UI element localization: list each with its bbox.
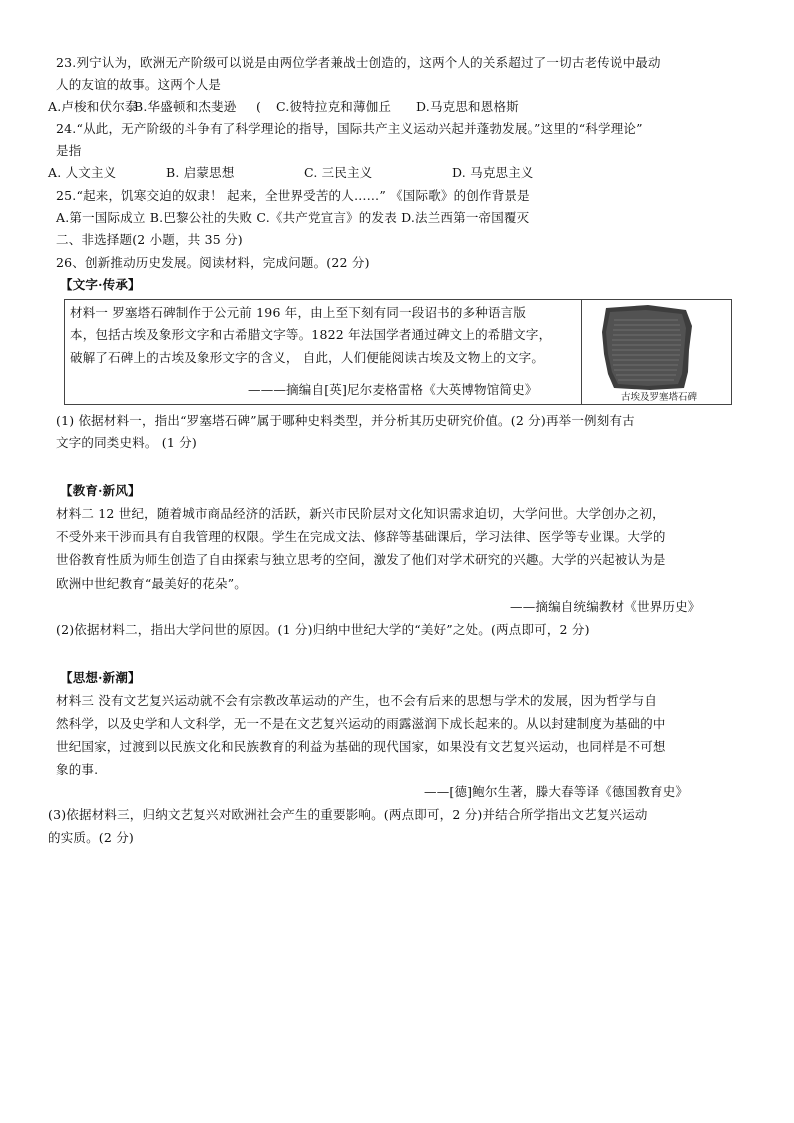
material2-line2: 不受外来干涉而具有自我管理的权限。学生在完成文法、修辞等基础课后，学习法律、医学等专业课。大学的 [56, 529, 666, 544]
q24-stem-line2: 是指 [56, 143, 82, 158]
q23-paren: ( [256, 99, 262, 114]
part2-heading: 二、非选择题(2 小题，共 35 分) [56, 232, 243, 247]
material2-source: ——摘编自统编教材《世界历史》 [510, 599, 701, 614]
material1-source: ———摘编自[英]尼尔麦格雷格《大英博物馆简史》 [248, 382, 538, 397]
material2-line4: 欧洲中世纪教育“最美好的花朵”。 [56, 576, 247, 591]
section2-title: 【教育·新风】 [60, 483, 141, 498]
material3-line1: 材料三 没有文艺复兴运动就不会有宗教改革运动的产生，也不会有后来的思想与学术的发展，因为哲学与自 [56, 693, 658, 708]
q24-choice-a: A. 人文主义 [48, 165, 117, 180]
material2-line3: 世俗教育性质为师生创造了自由探索与独立思考的空间，激发了他们对学术研究的兴趣。大学的兴起被认为是 [56, 552, 666, 567]
material1-line3: 破解了石碑上的古埃及象形文字的含义， 自此，人们便能阅读古埃及文物上的文字。 [70, 350, 545, 365]
rosetta-stone-caption: 古埃及罗塞塔石碑 [620, 392, 697, 403]
q23-stem-line1: 23.列宁认为，欧洲无产阶级可以说是由两位学者兼战士创造的，这两个人的关系超过了一切古老传说中最动 [56, 55, 661, 70]
question3-line2: 的实质。(2 分) [48, 830, 134, 845]
q24-choice-b: B. 启蒙思想 [166, 165, 235, 180]
q23-choice-a: A.卢梭和伏尔泰 [48, 99, 138, 114]
q23-choice-d: D.马克思和恩格斯 [416, 99, 519, 114]
material3-line3: 世纪国家，过渡到以民族文化和民族教育的利益为基础的现代国家，如果没有文艺复兴运动，也同样是不可想 [56, 739, 666, 754]
q24-stem-line1: 24.“从此，无产阶级的斗争有了科学理论的指导，国际共产主义运动兴起并蓬勃发展。”这里的“科学理论” [56, 121, 643, 136]
rosetta-stone-image [588, 302, 728, 402]
q23-choice-b: B.华盛顿和杰斐逊 [134, 99, 237, 114]
material3-line2: 然科学，以及史学和人文科学，无一不是在文艺复兴运动的雨露滋润下成长起来的。从以封建制度为基础的中 [56, 716, 666, 731]
q24-choices [48, 164, 534, 183]
material3-source: ——[德]鲍尔生著，滕大春等译《德国教育史》 [424, 784, 689, 799]
material1-divider [581, 299, 582, 405]
question1-line2: 文字的同类史料。 (1 分) [56, 435, 197, 450]
q25-stem-line1: 25.“起来，饥寒交迫的奴隶！ 起来，全世界受苦的人……” 《国际歌》的创作背景是 [56, 188, 530, 203]
question3-line1: (3)依据材料三，归纳文艺复兴对欧洲社会产生的重要影响。(两点即可，2 分)并结合所学指出文艺复兴运动 [48, 807, 648, 822]
section3-title: 【思想·新潮】 [60, 670, 141, 685]
q24-choice-d: D. 马克思主义 [452, 165, 534, 180]
q23-stem-line2: 人的友谊的故事。这两个人是 [56, 77, 222, 92]
material1-line2: 本，包括古埃及象形文字和古希腊文字等。1822 年法国学者通过碑文上的希腊文字， [70, 327, 552, 342]
q25-choices: A.第一国际成立 B.巴黎公社的失败 C.《共产党宣言》的发表 D.法兰西第一帝国覆灭 [56, 210, 530, 225]
material1-line1: 材料一 罗塞塔石碑制作于公元前 196 年，由上至下刻有同一段诏书的多种语言版 [70, 305, 527, 320]
section1-title: 【文字·传承】 [60, 277, 141, 292]
q23-choice-c: C.彼特拉克和薄伽丘 [276, 99, 392, 114]
question2: (2)依据材料二，指出大学问世的原因。(1 分)归纳中世纪大学的“美好”之处。(两点即可，2 分) [56, 622, 590, 637]
q23-choices [48, 98, 519, 117]
material2-line1: 材料二 12 世纪，随着城市商品经济的活跃，新兴市民阶层对文化知识需求迫切，大学问世。大学创办之初， [56, 506, 665, 521]
q26-stem: 26、创新推动历史发展。阅读材料，完成问题。(22 分) [56, 255, 370, 270]
question1-line1: (1) 依据材料一，指出“罗塞塔石碑”属于哪种史料类型，并分析其历史研究价值。(2 分)再举一例刻有古 [56, 413, 635, 428]
material3-line4: 象的事. [56, 762, 99, 777]
q24-choice-c: C. 三民主义 [304, 165, 373, 180]
